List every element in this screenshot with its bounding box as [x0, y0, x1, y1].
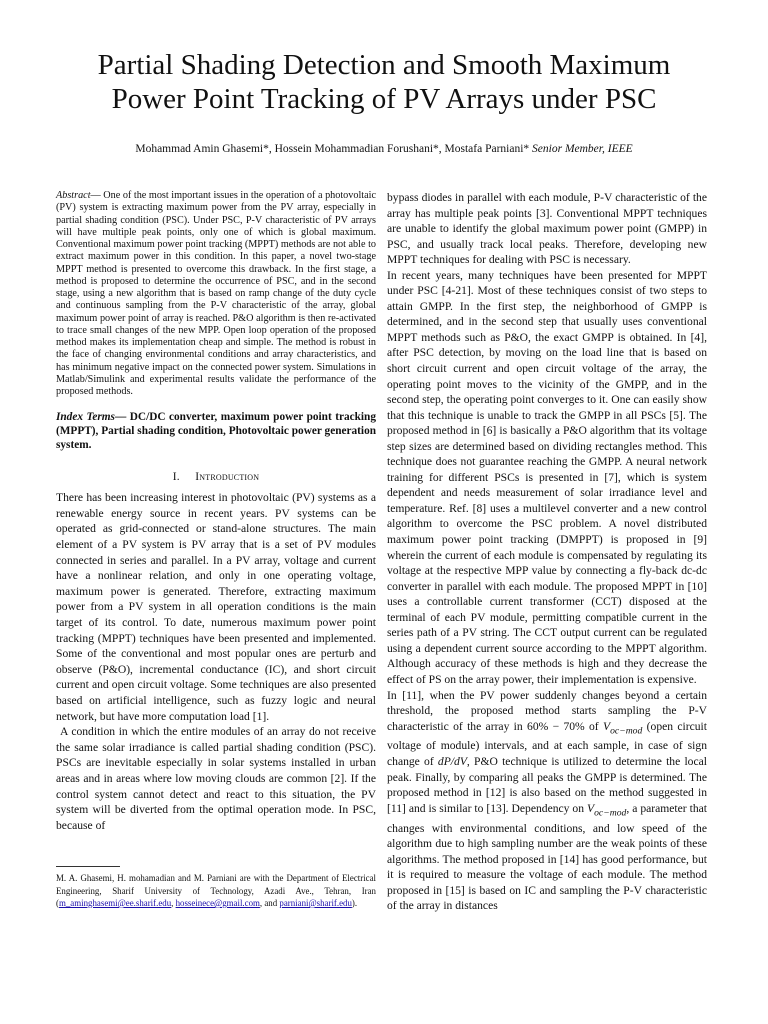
- title-line-2: Power Point Tracking of PV Arrays under PSC: [111, 83, 657, 115]
- paper-title: [40, 48, 728, 116]
- author-names: Mohammad Amin Ghasemi*, Hossein Mohammadian Forushani*, Mostafa Parniani*: [135, 143, 530, 155]
- author-list: [40, 142, 728, 156]
- p3-part-d: , a parameter that changes with environmental conditions, and low speed of the algorithm due to high sampling number are the weak points of these algorithms. The method proposed in [14] has good performance, but it is required to measure the voltage of each module. The method proposed in [15] is based on IC and sampling the P-V characteristic of the array in distances: [387, 801, 708, 913]
- index-terms-label: Index Terms: [56, 411, 115, 424]
- footnote: [56, 872, 376, 910]
- section-heading-introduction: [56, 470, 376, 484]
- p3-part-b: (open circuit voltage of module) intervals, and at each sample, in case of sign change of: [387, 719, 707, 768]
- dpdv-symbol: dP/dV: [437, 755, 467, 768]
- voc-subscript: oc−mod: [610, 724, 643, 736]
- footnote-end: ).: [351, 898, 358, 908]
- right-paragraph-1: bypass diodes in parallel with each module, P-V characteristic of the array has multiple peak points [3]. Conventional MPPT techniques are unable to identify the global maximum power point (GMPP) in PSC, and usually track local peaks. Therefore, developing new MPPT techniques for dealing with PSC is necessary.: [387, 191, 707, 267]
- right-paragraph-3: [387, 688, 707, 914]
- left-column: [56, 190, 376, 833]
- p3-part-a: In [11], when the PV power suddenly changes beyond a certain threshold, the proposed method starts sampling the P-V characteristic of the array in 60% − 70% of: [387, 688, 707, 733]
- footnote-text: M. A. Ghasemi, H. mohamadian and M. Parniani are with the Department of Electrical Engineering, Sharif University of Technology, Azadi Ave., Tehran, Iran (: [56, 873, 376, 908]
- email-link-3[interactable]: parniani@sharif.edu: [279, 898, 352, 908]
- right-column: [387, 190, 707, 914]
- index-terms-text: — DC/DC converter, maximum power point tracking (MPPT), Partial shading condition, Photovoltaic power generation system.: [56, 411, 376, 452]
- footnote-rule: [56, 866, 120, 867]
- index-terms: [56, 410, 376, 452]
- voc-symbol-2: V: [587, 801, 595, 815]
- voc-symbol: V: [602, 719, 611, 733]
- abstract: [56, 190, 376, 398]
- abstract-text: — One of the most important issues in the operation of a photovoltaic (PV) system is extracting maximum power from the PV array, especially in partial shading condition (PSC). Under PSC, P-V characteristic of PV arrays will have multiple peak points, only one of which is global maximum. Conventional maximum power point tracking (MPPT) methods are not able to extract maximum power in this condition. In this paper, a novel two-stage MPPT method is presented to overcome this drawback. In the first stage, a method is proposed to determine the occurrence of PSC, and in the second stage, using a new algorithm that is based on ramp change of the duty cycle and continuous sampling from the P-V characteristic of the array, global maximum power point of array is reached. P&O algorithm is then re-activated to trace small changes of the new MPP. Open loop operation of the proposed method makes its implementation cheap and simple. The method is robust in the face of changing environmental conditions and array characteristics, and has minimum negative impact on the connected power system. Simulations in Matlab/Simulink and experimental results validate the performance of the proposed methods.: [56, 190, 376, 397]
- right-paragraph-2: In recent years, many techniques have been presented for MPPT under PSC [4-21]. Most of these techniques consist of two steps to attain GMPP. In the first step, the neighborhood of GMPP is determined, and in the second step that usually uses conventional MPPT methods such as P&O, the exact GMPP is obtained. In [4], after PSC detection, by moving on the load line that is based on short circuit current and open circuit voltage of the array, the operating point moves to the vicinity of the GMPP, and in the second step, the operating point converges to it. One can easily show that this technique is unable to track the GMPP in all PSCs [5]. The proposed method in [6] is basically a P&O algorithm that its voltage step sizes are determined based on dividing rectangles method. This technique does not guarantee reaching the GMPP. A neural network training for different PSCs is presented in [7], which is system dependent and needs measurement of solar irradiance level and temperature. Ref. [8] uses a multilevel converter and a new control algorithm to overcome the PSC problem. A novel distributed maximum power point tracking (DMPPT) is proposed in [9] wherein the current of each module is compensated by regulating its voltage at the respective MPP value by connecting a fly-back dc-dc converter in parallel with each module. The proposed MPPT in [10] uses a controllable current transformer (CCT) disposed at the terminal of each PV module, permitting compatible current in the series path of a PV string. The CCT output current can be regulated using a dependent current source according to the MPPT algorithm. Although accuracy of these methods is high and they decrease the effect of PS on the array power, their implementation is expensive.: [387, 268, 707, 686]
- footnote-sep-1: ,: [171, 898, 176, 908]
- email-link-1[interactable]: m_aminghasemi@ee.sharif.edu: [58, 898, 172, 908]
- email-link-2[interactable]: hosseinece@gmail.com: [175, 898, 260, 908]
- section-number: I.: [172, 471, 180, 484]
- intro-body: [56, 490, 376, 833]
- section-title: Introduction: [195, 471, 260, 484]
- intro-paragraph-2: A condition in which the entire modules of an array do not receive the same solar irradiance is called partial shading condition (PSC). PSCs are inevitable especially in solar systems installed in urban areas and in areas where low moving clouds are common [2]. If the control system cannot detect and react to this situation, the PV system will be diverted from the optimal operation mode. In PSC, because of: [56, 725, 376, 832]
- title-line-1: Partial Shading Detection and Smooth Maximum: [97, 49, 671, 81]
- abstract-label: Abstract: [56, 190, 91, 201]
- footnote-sep-2: , and: [259, 898, 280, 908]
- voc-subscript-2: oc−mod: [594, 806, 627, 818]
- author-affix: Senior Member, IEEE: [532, 143, 633, 155]
- p3-part-c: , P&O technique is utilized to determine the local peak. Finally, by comparing all peaks the GMPP is determined. The proposed method in [12] is also based on the method suggested in [11] and is similar to [13]. Dependency on: [387, 755, 707, 815]
- intro-paragraph-1: There has been increasing interest in photovoltaic (PV) systems as a renewable energy source in recent years. PV systems can be operated as grid-connected or stand-alone structures. The main element of a PV system is PV array that is a set of PV modules connected in series and parallel. In a PV array, voltage and current have a nonlinear relation, and only in one operating voltage, maximum power is generated. Therefore, extracting maximum power from a PV system in all operation conditions is the main target of its control. To date, numerous maximum power point tracking (MPPT) techniques have been presented and implemented. Some of the conventional and most popular ones are perturb and observe (P&O), incremental conductance (IC), and short circuit current and open circuit voltage. Some techniques are also presented based on artificial intelligence, such as fuzzy logic and neural network, but have more computation load [1].: [56, 491, 376, 723]
